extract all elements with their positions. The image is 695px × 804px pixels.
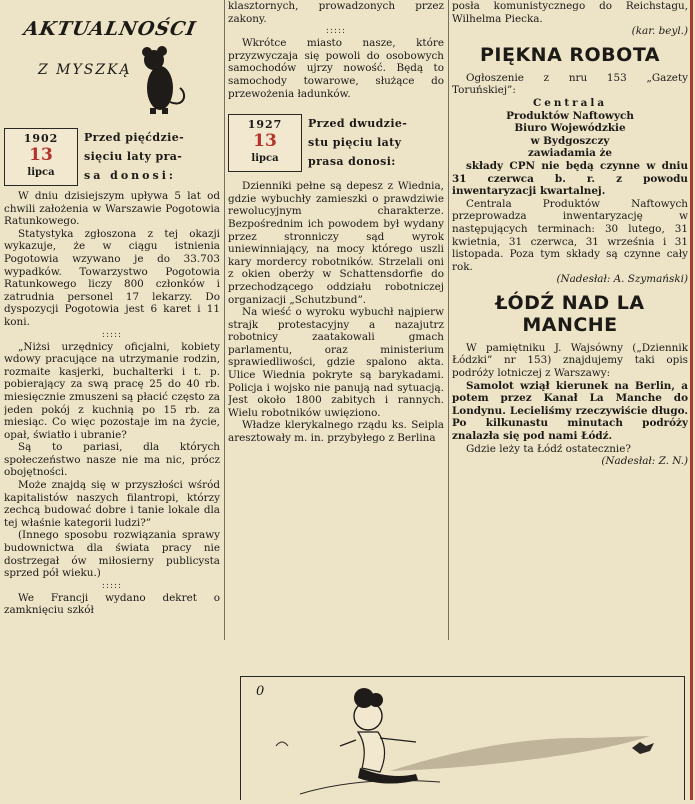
article-2-lead bbox=[228, 114, 444, 172]
lead-line: prasa donosi: bbox=[308, 155, 396, 169]
notice-line: Biuro Wojewódzkie bbox=[514, 122, 626, 135]
paragraph: Statystyka zgłoszona z tej okazji wykazuje, że w ciągu istnienia Pogotowia wzywano je do 33.703 wypadków. Towarzystwo Pogotowia Ratunkowego liczy 800 członków i zatrudnia personel 17 lekarzy. Do dyspozycji Pogotowia jest 6 karet i 11 koni. bbox=[4, 227, 220, 328]
lead-line: sa donosi: bbox=[84, 169, 176, 182]
paragraph: klasztornych, prowadzonych przez zakony. bbox=[228, 0, 444, 25]
notice-line: Centrala bbox=[532, 96, 608, 109]
column-1 bbox=[4, 0, 220, 800]
cartoon-illustration bbox=[240, 676, 685, 800]
signature: (kar. beyl.) bbox=[631, 25, 688, 38]
paragraph: Na wieść o wyroku wybuchł najpierw strajk protestacyjny a nazajutrz robotnicy zaatakowali gmach parlamentu, oraz ministerium sprawiedliwości, gdzie spalono akta. Ulice Wiednia pokryte są barykadami. Policja i wojsko nie panują nad sytuacją. Jest około 1800 zabitych i rannych. Wielu robotników uwięziono. bbox=[228, 306, 444, 419]
signature: (Nadesłał: A. Szymański) bbox=[556, 273, 688, 286]
headline-lodz-nad-la-manche: ŁÓDŹ NAD LA MANCHE bbox=[495, 291, 645, 336]
paragraph: Gdzie leży ta Łódź ostatecznie? bbox=[466, 442, 631, 455]
paragraph: Centrala Produktów Naftowych przeprowadza inwentaryzację w następujących terminach: 30 lutego, 31 kwietnia, 31 czerwca, 31 września i 31 listopada. Poza tym składy są czynne cały rok. bbox=[452, 197, 688, 273]
date-year: 1902 bbox=[23, 132, 59, 145]
paragraph: We Francji wydano dekret o zamknięciu szkół bbox=[4, 591, 220, 617]
paragraph: (Innego sposobu rozwiązania sprawy budownictwa dla świata pracy nie dostrzegał ów miłosierny publicysta sprzed pół wieku.) bbox=[4, 529, 220, 580]
date-year: 1927 bbox=[247, 118, 283, 132]
date-month: lipca bbox=[251, 153, 279, 165]
column-rule bbox=[224, 0, 225, 640]
mouse-illustration bbox=[132, 30, 192, 120]
notice-line: Produktów Naftowych bbox=[506, 109, 634, 122]
paragraph: W dniu dzisiejszym upływa 5 lat od chwili założenia w Warszawie Pogotowia Ratunkowego. bbox=[4, 190, 220, 228]
signature: (Nadesłał: Z. N.) bbox=[601, 455, 688, 468]
article-1-lead bbox=[4, 128, 220, 186]
paragraph: Ogłoszenie z nru 153 „Gazety Toruńskiej”: bbox=[452, 71, 688, 97]
separator: ::::: bbox=[325, 26, 347, 37]
notice-line: w Bydgoszczy bbox=[530, 134, 610, 147]
date-month: lipca bbox=[27, 167, 55, 178]
separator: ::::: bbox=[101, 329, 123, 340]
lead-line: Przed dwudzie- bbox=[308, 117, 408, 131]
lead-line: Przed pięćdzie- bbox=[84, 131, 185, 144]
notice-line: zawiadamia że bbox=[527, 147, 613, 160]
paragraph: Są to pariasi, dla których społeczeństwo nasze nie ma nic, prócz obojętności. bbox=[4, 441, 220, 479]
masthead-subtitle: Z MYSZKĄ bbox=[38, 62, 132, 78]
lead-line: sięciu laty pra- bbox=[84, 150, 183, 163]
date-day: 13 bbox=[29, 145, 53, 165]
paragraph: Władze klerykalnego rządu ks. Seipla aresztowały m. in. przybyłego z Berlina bbox=[228, 419, 444, 445]
separator: ::::: bbox=[101, 580, 123, 591]
date-box-1927 bbox=[228, 114, 302, 172]
date-day: 13 bbox=[253, 131, 277, 152]
lead-text bbox=[84, 128, 184, 185]
paragraph: Dzienniki pełne są depesz z Wiednia, gdzie wybuchły zamieszki o prawdziwie rewolucyjnym charakterze. Bezpośrednim ich powodem był wydany przez stronniczy sąd wyrok uniewinniający, na mocy którego uszli kary mordercy robotników. Strzelali oni z okien oberży w Schattensdorfie do przechodzącego oddziału robotniczej organizacji „Schutzbund”. bbox=[228, 180, 444, 306]
paragraph: posła komunistycznego do Reichstagu, Wilhelma Piecka. bbox=[452, 0, 688, 25]
masthead bbox=[4, 0, 220, 128]
cartoon-label: 0 bbox=[256, 684, 265, 699]
paragraph: W pamiętniku J. Wajsówny („Dziennik Łódzki” nr 153) znajdujemy taki opis podróży lotniczej z Warszawy: bbox=[452, 341, 688, 380]
paragraph: Samolot wziął kierunek na Berlin, a potem przez Kanał La Manche do Londynu. Lecieliśmy rzeczywiście długo. Po kilkunastu minutach podróży znalazła się pod nami Łódź. bbox=[452, 379, 688, 443]
headline-piekna-robota: PIĘKNA ROBOTA bbox=[479, 43, 661, 66]
page-edge-rule bbox=[690, 0, 693, 800]
paragraph: „Niżsi urzędnicy oficjalni, kobiety wdowy pracujące na utrzymanie rodzin, rozmaite kasjerki, buchalterki i t. p. pobierający za swą pracę 25 do 40 rb. miesięcznie zmuszeni są płacić często za jeden pokój z kuchnią po 15 rb. za miesiąc. Co więc pozostaje im na życie, opał, światło i ubranie? bbox=[4, 340, 220, 441]
lead-line: stu pięciu laty bbox=[308, 136, 402, 150]
lead-text bbox=[308, 114, 407, 171]
cartoon-panel bbox=[240, 676, 685, 800]
paragraph: Może znajdą się w przyszłości wśród kapitalistów naszych filantropi, którzy zechcą budować dobre i tanie lokale dla tej właśnie kategorii ludzi?” bbox=[4, 479, 220, 529]
date-box-1902 bbox=[4, 128, 78, 186]
paragraph: składy CPN nie będą czynne w dniu 31 czerwca b. r. z powodu inwentaryzacji kwartalnej. bbox=[452, 159, 688, 198]
masthead-title: AKTUALNOŚCI bbox=[22, 18, 199, 40]
column-rule bbox=[448, 0, 449, 640]
paragraph: Wkrótce miasto nasze, które przyzwyczaja się powoli do osobowych samochodów ujrzy nowość. Będą to samochody towarowe, służące do przewożenia ładunków. bbox=[228, 37, 444, 100]
